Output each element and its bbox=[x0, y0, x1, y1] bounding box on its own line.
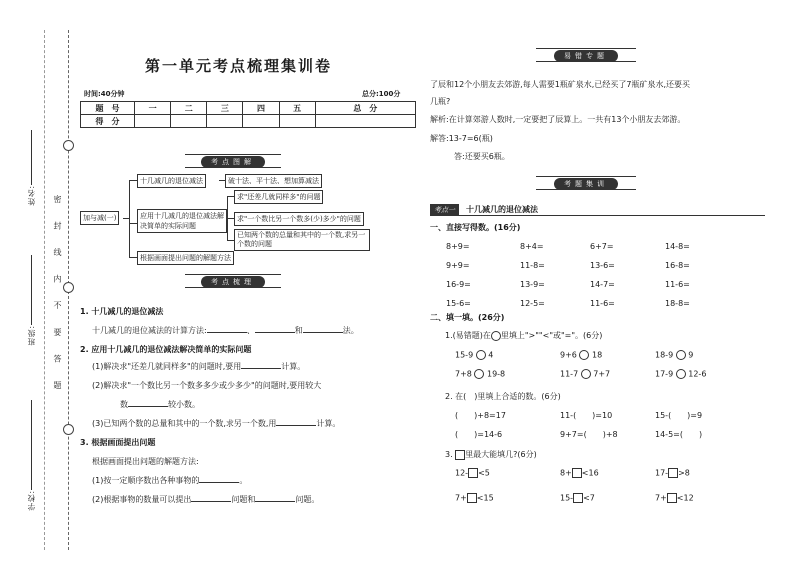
compare-item: 15-9 4 bbox=[455, 350, 494, 360]
binding-hole-icon bbox=[63, 282, 74, 293]
question-2-2-cont: 数 较小数。 bbox=[120, 400, 200, 409]
box-item: 17- >8 bbox=[655, 468, 690, 478]
tree-connector bbox=[227, 218, 234, 219]
score-cell[interactable] bbox=[171, 115, 207, 128]
score-header: 四 bbox=[243, 102, 279, 115]
binding-hole-icon bbox=[63, 424, 74, 435]
score-row-label: 得 分 bbox=[81, 115, 135, 128]
tree-node-picture: 根据画面提出问题的解题方法 bbox=[137, 251, 234, 265]
yijian-banner: 易错专题 bbox=[536, 48, 636, 62]
tree-connector bbox=[129, 257, 137, 258]
class-label: 班级: bbox=[27, 325, 36, 346]
total-label: 总分:100分 bbox=[362, 90, 401, 98]
compare-instruction: 1.(易错题)在 里填上">""<"或"="。(6分) bbox=[445, 331, 603, 340]
tree-node-same: 求"还差几就同样多"的问题 bbox=[234, 190, 323, 204]
section-1-heading: 1. 十几减几的退位减法 bbox=[80, 307, 164, 316]
class-line bbox=[31, 255, 32, 325]
jixun-banner: 考题集训 bbox=[536, 176, 636, 190]
answer-box[interactable] bbox=[573, 493, 583, 503]
score-header: 一 bbox=[135, 102, 171, 115]
compare-item: 11-7 7+7 bbox=[560, 369, 611, 379]
score-header: 题 号 bbox=[81, 102, 135, 115]
score-header: 三 bbox=[207, 102, 243, 115]
tree-root: 加与减(一) bbox=[80, 211, 119, 225]
school-label: 学校: bbox=[27, 490, 36, 511]
compare-circle[interactable] bbox=[581, 369, 591, 379]
calc-item: 16-9= bbox=[446, 280, 471, 289]
name-line bbox=[31, 130, 32, 185]
compare-circle[interactable] bbox=[579, 350, 589, 360]
compare-circle[interactable] bbox=[676, 350, 686, 360]
calc-item: 6+7= bbox=[590, 242, 614, 251]
score-cell[interactable] bbox=[279, 115, 315, 128]
calc-item: 13-6= bbox=[590, 261, 615, 270]
box-instruction: 3. 里最大能填几?(6分) bbox=[445, 450, 537, 459]
question-3-1: (1)按一定顺序数出各种事物的 。 bbox=[92, 476, 248, 485]
fill-instruction: 2. 在( )里填上合适的数。(6分) bbox=[445, 392, 561, 401]
answer-box[interactable] bbox=[668, 468, 678, 478]
score-header: 总 分 bbox=[315, 102, 415, 115]
topic-title: 十几减几的退位减法 bbox=[466, 205, 538, 214]
question-2-1: (1)解决求"还差几就同样多"的问题时,要用 计算。 bbox=[92, 362, 306, 371]
box-item: 12- <5 bbox=[455, 468, 490, 478]
tree-node-more-less: 求"一个数比另一个数多(少)多少"的问题 bbox=[234, 212, 364, 226]
answer-box[interactable] bbox=[667, 493, 677, 503]
question-3-2: (2)根据事物的数量可以提出 问题和 问题。 bbox=[92, 495, 320, 504]
calc-item: 13-9= bbox=[520, 280, 545, 289]
calc-item: 15-6= bbox=[446, 299, 471, 308]
tree-node-methods: 破十法、平十法、想加算减法 bbox=[225, 174, 322, 188]
compare-circle[interactable] bbox=[676, 369, 686, 379]
topic-divider bbox=[430, 215, 765, 216]
calc-item: 8+9= bbox=[446, 242, 470, 251]
fill-item: ( )+8=17 bbox=[455, 411, 506, 420]
fill-item: 11-( )=10 bbox=[560, 411, 613, 420]
binding-hole-icon bbox=[63, 140, 74, 151]
score-cell[interactable] bbox=[135, 115, 171, 128]
topic-tag: 考点一 bbox=[430, 204, 459, 216]
section-2-heading: 2. 应用十几减几的退位减法解决简单的实际问题 bbox=[80, 345, 252, 354]
seal-notice: 密 封 线 内 不 要 答 题 bbox=[53, 195, 62, 397]
calc-item: 11-6= bbox=[665, 280, 690, 289]
tree-connector bbox=[129, 180, 137, 181]
tree-node-total: 已知两个数的总量和其中的一个数,求另一个数的问题 bbox=[234, 229, 370, 251]
tree-connector bbox=[129, 180, 130, 258]
picture-method: 根据画面提出问题的解题方法: bbox=[92, 457, 199, 466]
kaodian-banner: 考点图解 bbox=[185, 154, 281, 168]
compare-circle[interactable] bbox=[476, 350, 486, 360]
error-question-cont: 几瓶? bbox=[430, 97, 451, 106]
score-cell[interactable] bbox=[207, 115, 243, 128]
calc-item: 8+4= bbox=[520, 242, 544, 251]
binding-line-outer bbox=[44, 30, 45, 550]
calc-item: 11-6= bbox=[590, 299, 615, 308]
calc-item: 12-5= bbox=[520, 299, 545, 308]
score-header: 五 bbox=[279, 102, 315, 115]
fill-item: 15-( )=9 bbox=[655, 411, 703, 420]
tree-connector bbox=[123, 218, 130, 219]
calc-item: 14-7= bbox=[590, 280, 615, 289]
method-question: 十几减几的退位减法的计算方法: 、 和 法。 bbox=[92, 326, 359, 335]
part-2-heading: 二、填一填。(26分) bbox=[430, 313, 505, 322]
shuli-banner: 考点梳理 bbox=[185, 274, 281, 288]
compare-item: 9+6 18 bbox=[560, 350, 603, 360]
calc-item: 18-8= bbox=[665, 299, 690, 308]
page-title: 第一单元考点梳理集训卷 bbox=[145, 57, 333, 75]
calc-item: 16-8= bbox=[665, 261, 690, 270]
section-3-heading: 3. 根据画面提出问题 bbox=[80, 438, 156, 447]
tree-connector bbox=[129, 223, 137, 224]
score-cell[interactable] bbox=[315, 115, 415, 128]
solution: 解答:13-7=6(瓶) bbox=[430, 134, 493, 143]
name-label: 姓名: bbox=[27, 185, 36, 206]
answer-box[interactable] bbox=[468, 468, 478, 478]
school-line bbox=[31, 400, 32, 490]
tree-connector bbox=[227, 196, 234, 197]
compare-item: 7+8 19-8 bbox=[455, 369, 506, 379]
tree-node-application: 应用十几减几的退位减法解决简单的实际问题 bbox=[137, 209, 227, 233]
tree-connector bbox=[227, 240, 234, 241]
calc-item: 9+9= bbox=[446, 261, 470, 270]
score-cell[interactable] bbox=[243, 115, 279, 128]
box-item: 7+ <12 bbox=[655, 493, 694, 503]
question-2-2: (2)解决求"一个数比另一个数多多少或少多少"的问题时,要用较大 bbox=[92, 381, 322, 390]
error-question: 了辰和12个小朋友去郊游,每人需要1瓶矿泉水,已经买了7瓶矿泉水,还要买 bbox=[430, 80, 690, 89]
fill-item: 14-5=( ) bbox=[655, 430, 703, 439]
answer-box[interactable] bbox=[467, 493, 477, 503]
compare-item: 18-9 9 bbox=[655, 350, 694, 360]
analysis: 解析:在计算郊游人数时,一定要把了辰算上。一共有13个小朋友去郊游。 bbox=[430, 115, 686, 124]
tree-node-subtraction: 十几减几的退位减法 bbox=[137, 174, 206, 188]
calc-item: 11-8= bbox=[520, 261, 545, 270]
answer-box[interactable] bbox=[572, 468, 582, 478]
question-2-3: (3)已知两个数的总量和其中的一个数,求另一个数,用 计算。 bbox=[92, 419, 341, 428]
score-header: 二 bbox=[171, 102, 207, 115]
time-label: 时间:40分钟 bbox=[84, 90, 125, 98]
box-item: 8+ <16 bbox=[560, 468, 599, 478]
fill-item: 9+7=( )+8 bbox=[560, 430, 618, 439]
calc-item: 14-8= bbox=[665, 242, 690, 251]
score-table bbox=[80, 101, 416, 128]
compare-item: 17-9 12-6 bbox=[655, 369, 707, 379]
fill-item: ( )=14-6 bbox=[455, 430, 503, 439]
box-item: 15- <7 bbox=[560, 493, 595, 503]
part-1-heading: 一、直接写得数。(16分) bbox=[430, 223, 521, 232]
compare-circle[interactable] bbox=[474, 369, 484, 379]
box-item: 7+ <15 bbox=[455, 493, 494, 503]
answer: 答:还要买6瓶。 bbox=[454, 152, 510, 161]
